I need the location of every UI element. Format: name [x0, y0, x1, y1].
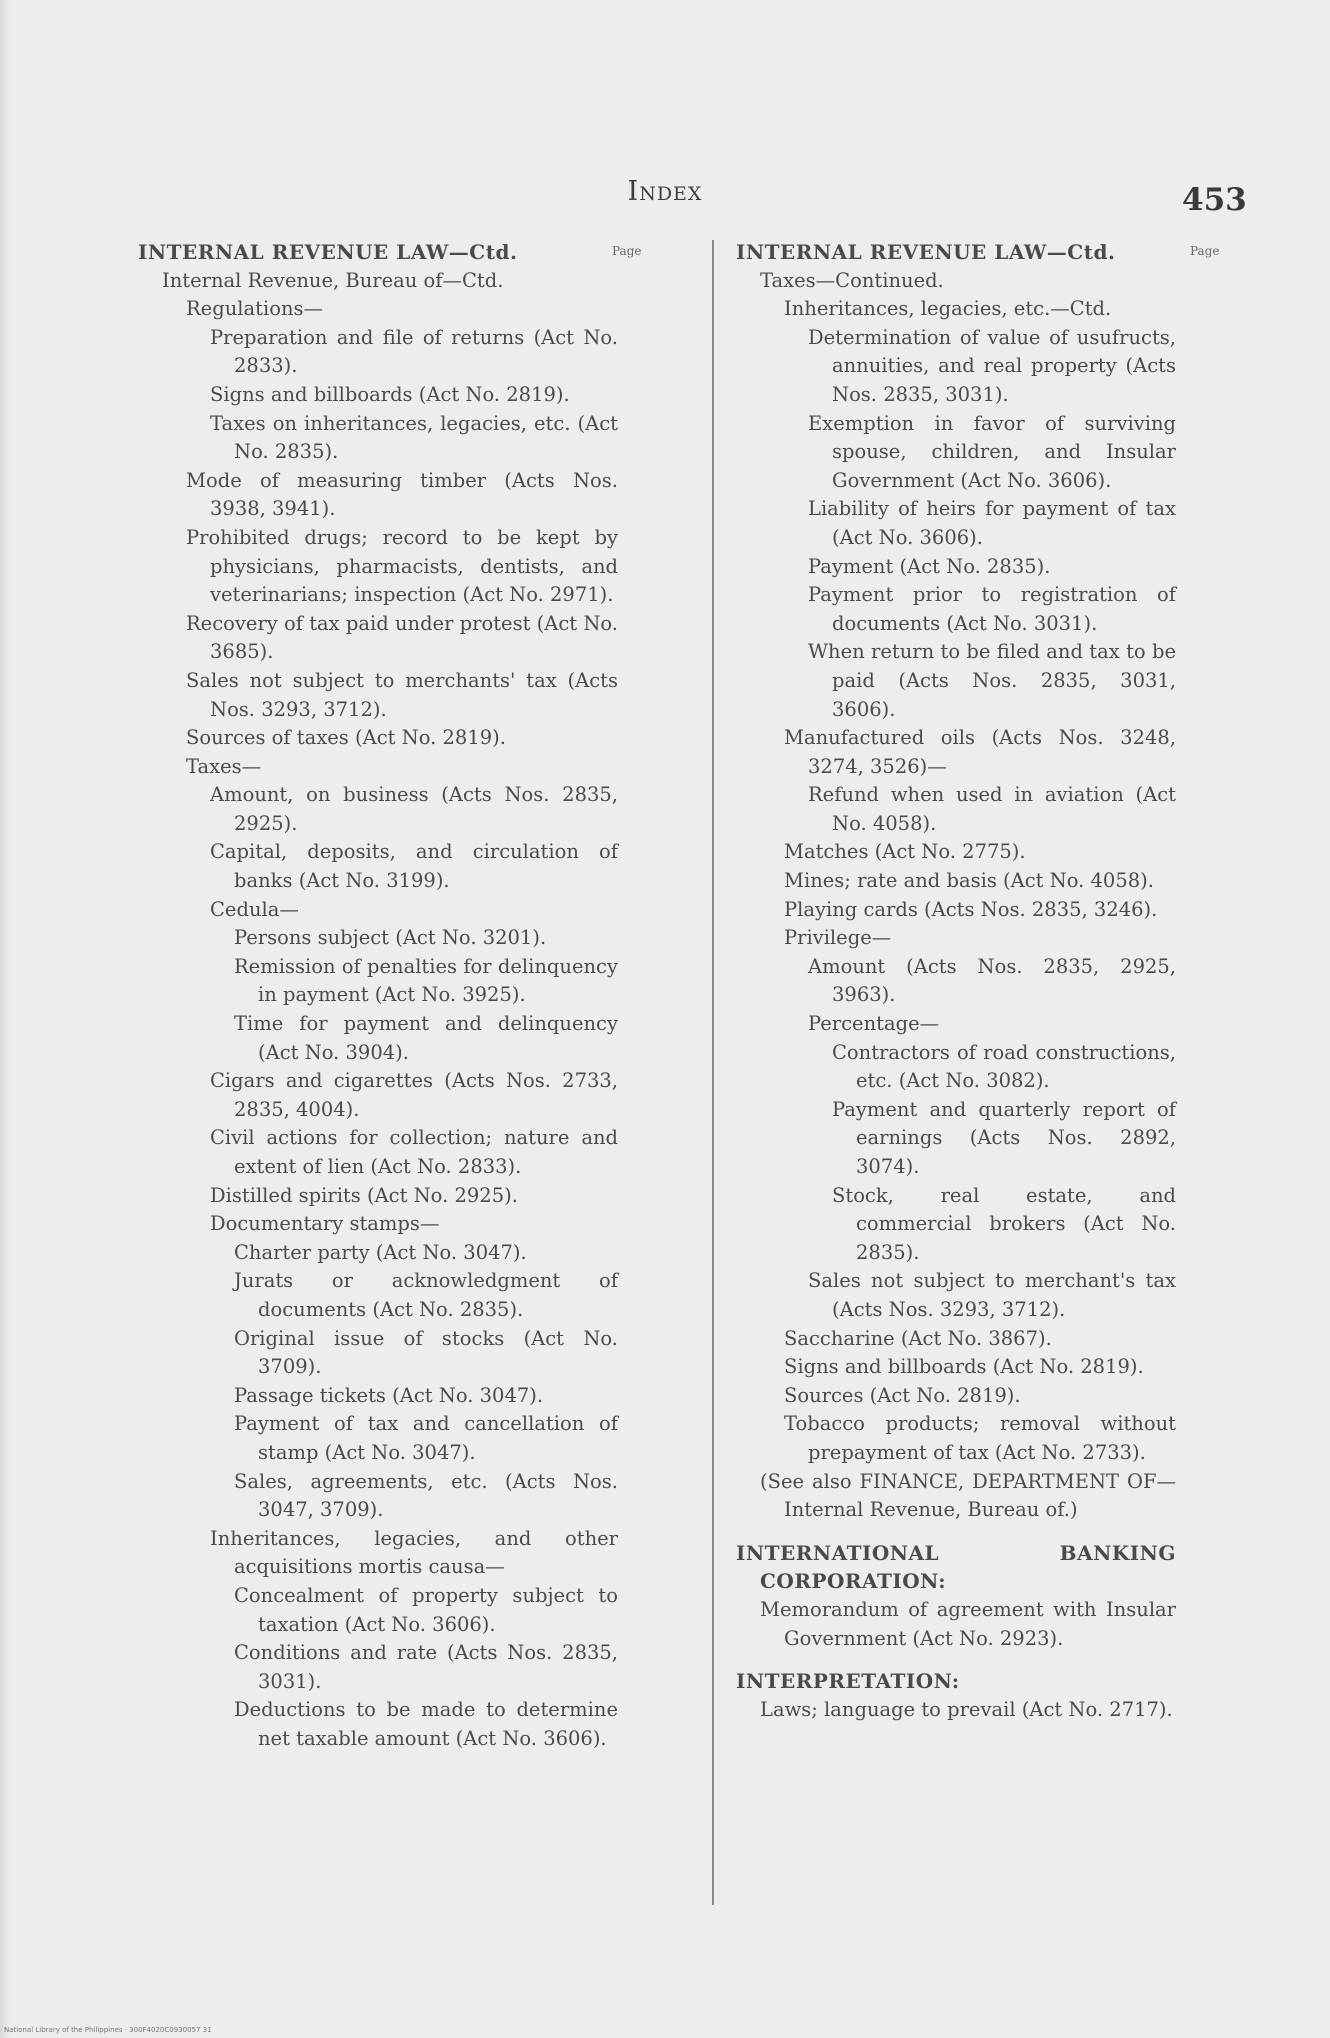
index-entry: (See also FINANCE, DEPARTMENT OF—Internal Revenue, Bureau of.): [760, 1469, 1176, 1522]
index-entry: Taxes—: [186, 754, 262, 778]
index-entry: Civil actions for collection; nature and extent of lien (Act No. 2833).: [210, 1126, 618, 1178]
index-entry: Manufactured oils (Acts Nos. 3248, 3274, 3526)—: [784, 726, 1176, 778]
index-entry: Amount (Acts Nos. 2835, 2925, 3963).: [808, 954, 1176, 1007]
index-entry: Exemption in favor of surviving spouse, children, and Insular Government (Act No. 3606).: [808, 411, 1176, 492]
index-entry: Liability of heirs for payment of tax (Act No. 3606).: [808, 497, 1176, 549]
index-entry: When return to be filed and tax to be paid (Acts Nos. 2835, 3031, 3606).: [808, 640, 1176, 721]
index-entry: Privilege—: [784, 926, 892, 950]
index-entry: Cedula—: [210, 897, 299, 921]
index-entry: Charter party (Act No. 3047).: [234, 1240, 527, 1264]
index-entry: Mode of measuring timber (Acts Nos. 3938, 3941).: [186, 468, 618, 521]
page-edge-shadow: [0, 0, 10, 2038]
index-entry: Payment (Act No. 2835).: [808, 554, 1051, 578]
index-entry: Inheritances, legacies, and other acquisitions mortis causa—: [210, 1526, 618, 1579]
index-entry: Payment of tax and cancellation of stamp (Act No. 3047).: [234, 1412, 618, 1464]
running-head: [0, 176, 1330, 207]
index-entry: Original issue of stocks (Act No. 3709).: [234, 1326, 618, 1379]
index-entry: Saccharine (Act No. 3867).: [784, 1326, 1052, 1350]
index-entry: Passage tickets (Act No. 3047).: [234, 1383, 544, 1407]
index-entry: Signs and billboards (Act No. 2819).: [210, 382, 570, 406]
running-head-title: Index: [627, 176, 703, 207]
column-divider: [712, 240, 714, 1905]
page-label-left: Page: [612, 244, 642, 258]
index-entry: Payment prior to registration of documents (Act No. 3031).: [808, 583, 1176, 635]
index-entry: Concealment of property subject to taxation (Act No. 3606).: [234, 1583, 618, 1636]
index-entry: Playing cards (Acts Nos. 2835, 3246).: [784, 897, 1158, 921]
index-entry: Laws; language to prevail (Act No. 2717).: [760, 1697, 1173, 1721]
index-entry: Amount, on business (Acts Nos. 2835, 2925).: [210, 783, 618, 835]
page-number: 453: [1182, 182, 1247, 218]
index-entry: Conditions and rate (Acts Nos. 2835, 3031).: [234, 1641, 618, 1693]
index-entry: Documentary stamps—: [210, 1212, 440, 1236]
index-entry: Cigars and cigarettes (Acts Nos. 2733, 2835, 4004).: [210, 1069, 618, 1121]
scan-credit: National Library of the Philippines · 300F4020C0930057 31: [4, 2026, 212, 2034]
index-entry: Percentage—: [808, 1012, 940, 1036]
index-entry: Recovery of tax paid under protest (Act No. 3685).: [186, 611, 618, 664]
page-label-right: Page: [1190, 244, 1220, 258]
index-entry: Matches (Act No. 2775).: [784, 840, 1026, 864]
index-column-right: [736, 238, 1176, 1724]
index-entry: Contractors of road constructions, etc. (Act No. 3082).: [832, 1040, 1176, 1093]
index-entry: Signs and billboards (Act No. 2819).: [784, 1355, 1144, 1379]
index-entry: Distilled spirits (Act No. 2925).: [210, 1183, 518, 1207]
index-entry: Stock, real estate, and commercial brokers (Act No. 2835).: [832, 1183, 1176, 1264]
index-entry: Sources (Act No. 2819).: [784, 1383, 1021, 1407]
index-entry: Taxes on inheritances, legacies, etc. (Act No. 2835).: [210, 411, 618, 464]
index-entry: Mines; rate and basis (Act No. 4058).: [784, 869, 1154, 893]
index-entry: Time for payment and delinquency (Act No. 3904).: [234, 1012, 618, 1064]
index-entry: Determination of value of usufructs, annuities, and real property (Acts Nos. 2835, 3031).: [808, 325, 1176, 406]
index-entry: Sales not subject to merchant's tax (Acts Nos. 3293, 3712).: [808, 1269, 1176, 1321]
index-entry: Payment and quarterly report of earnings (Acts Nos. 2892, 3074).: [832, 1097, 1176, 1178]
index-entry: Persons subject (Act No. 3201).: [234, 926, 547, 950]
index-heading: INTERNATIONAL BANKING CORPORATION:: [736, 1540, 1176, 1594]
index-column-left: [138, 238, 618, 1753]
index-entry: Taxes—Continued.: [760, 268, 944, 292]
index-entry: Inheritances, legacies, etc.—Ctd.: [784, 297, 1112, 321]
index-entry: Sales not subject to merchants' tax (Acts Nos. 3293, 3712).: [186, 668, 618, 721]
index-entry: Capital, deposits, and circulation of banks (Act No. 3199).: [210, 840, 618, 893]
index-entry: Memorandum of agreement with Insular Government (Act No. 2923).: [760, 1597, 1176, 1650]
index-entry: Refund when used in aviation (Act No. 4058).: [808, 783, 1176, 835]
index-entry: Prohibited drugs; record to be kept by physicians, pharmacists, dentists, and veterinarians; inspection (Act No. 2971).: [186, 525, 618, 607]
index-entry: Internal Revenue, Bureau of—Ctd.: [162, 268, 504, 292]
index-entry: Preparation and file of returns (Act No. 2833).: [210, 325, 618, 378]
index-heading: INTERNAL REVENUE LAW—Ctd.: [138, 240, 518, 264]
index-entry: Deductions to be made to determine net taxable amount (Act No. 3606).: [234, 1698, 618, 1750]
index-entry: Sources of taxes (Act No. 2819).: [186, 726, 506, 750]
index-heading: INTERPRETATION:: [736, 1669, 960, 1694]
index-entry: Tobacco products; removal without prepayment of tax (Act No. 2733).: [784, 1412, 1176, 1464]
index-heading: INTERNAL REVENUE LAW—Ctd.: [736, 240, 1116, 264]
index-entry: Jurats or acknowledgment of documents (Act No. 2835).: [234, 1269, 618, 1321]
index-entry: Remission of penalties for delinquency in payment (Act No. 3925).: [234, 954, 618, 1007]
index-entry: Regulations—: [186, 297, 324, 321]
index-entry: Sales, agreements, etc. (Acts Nos. 3047, 3709).: [234, 1469, 618, 1522]
